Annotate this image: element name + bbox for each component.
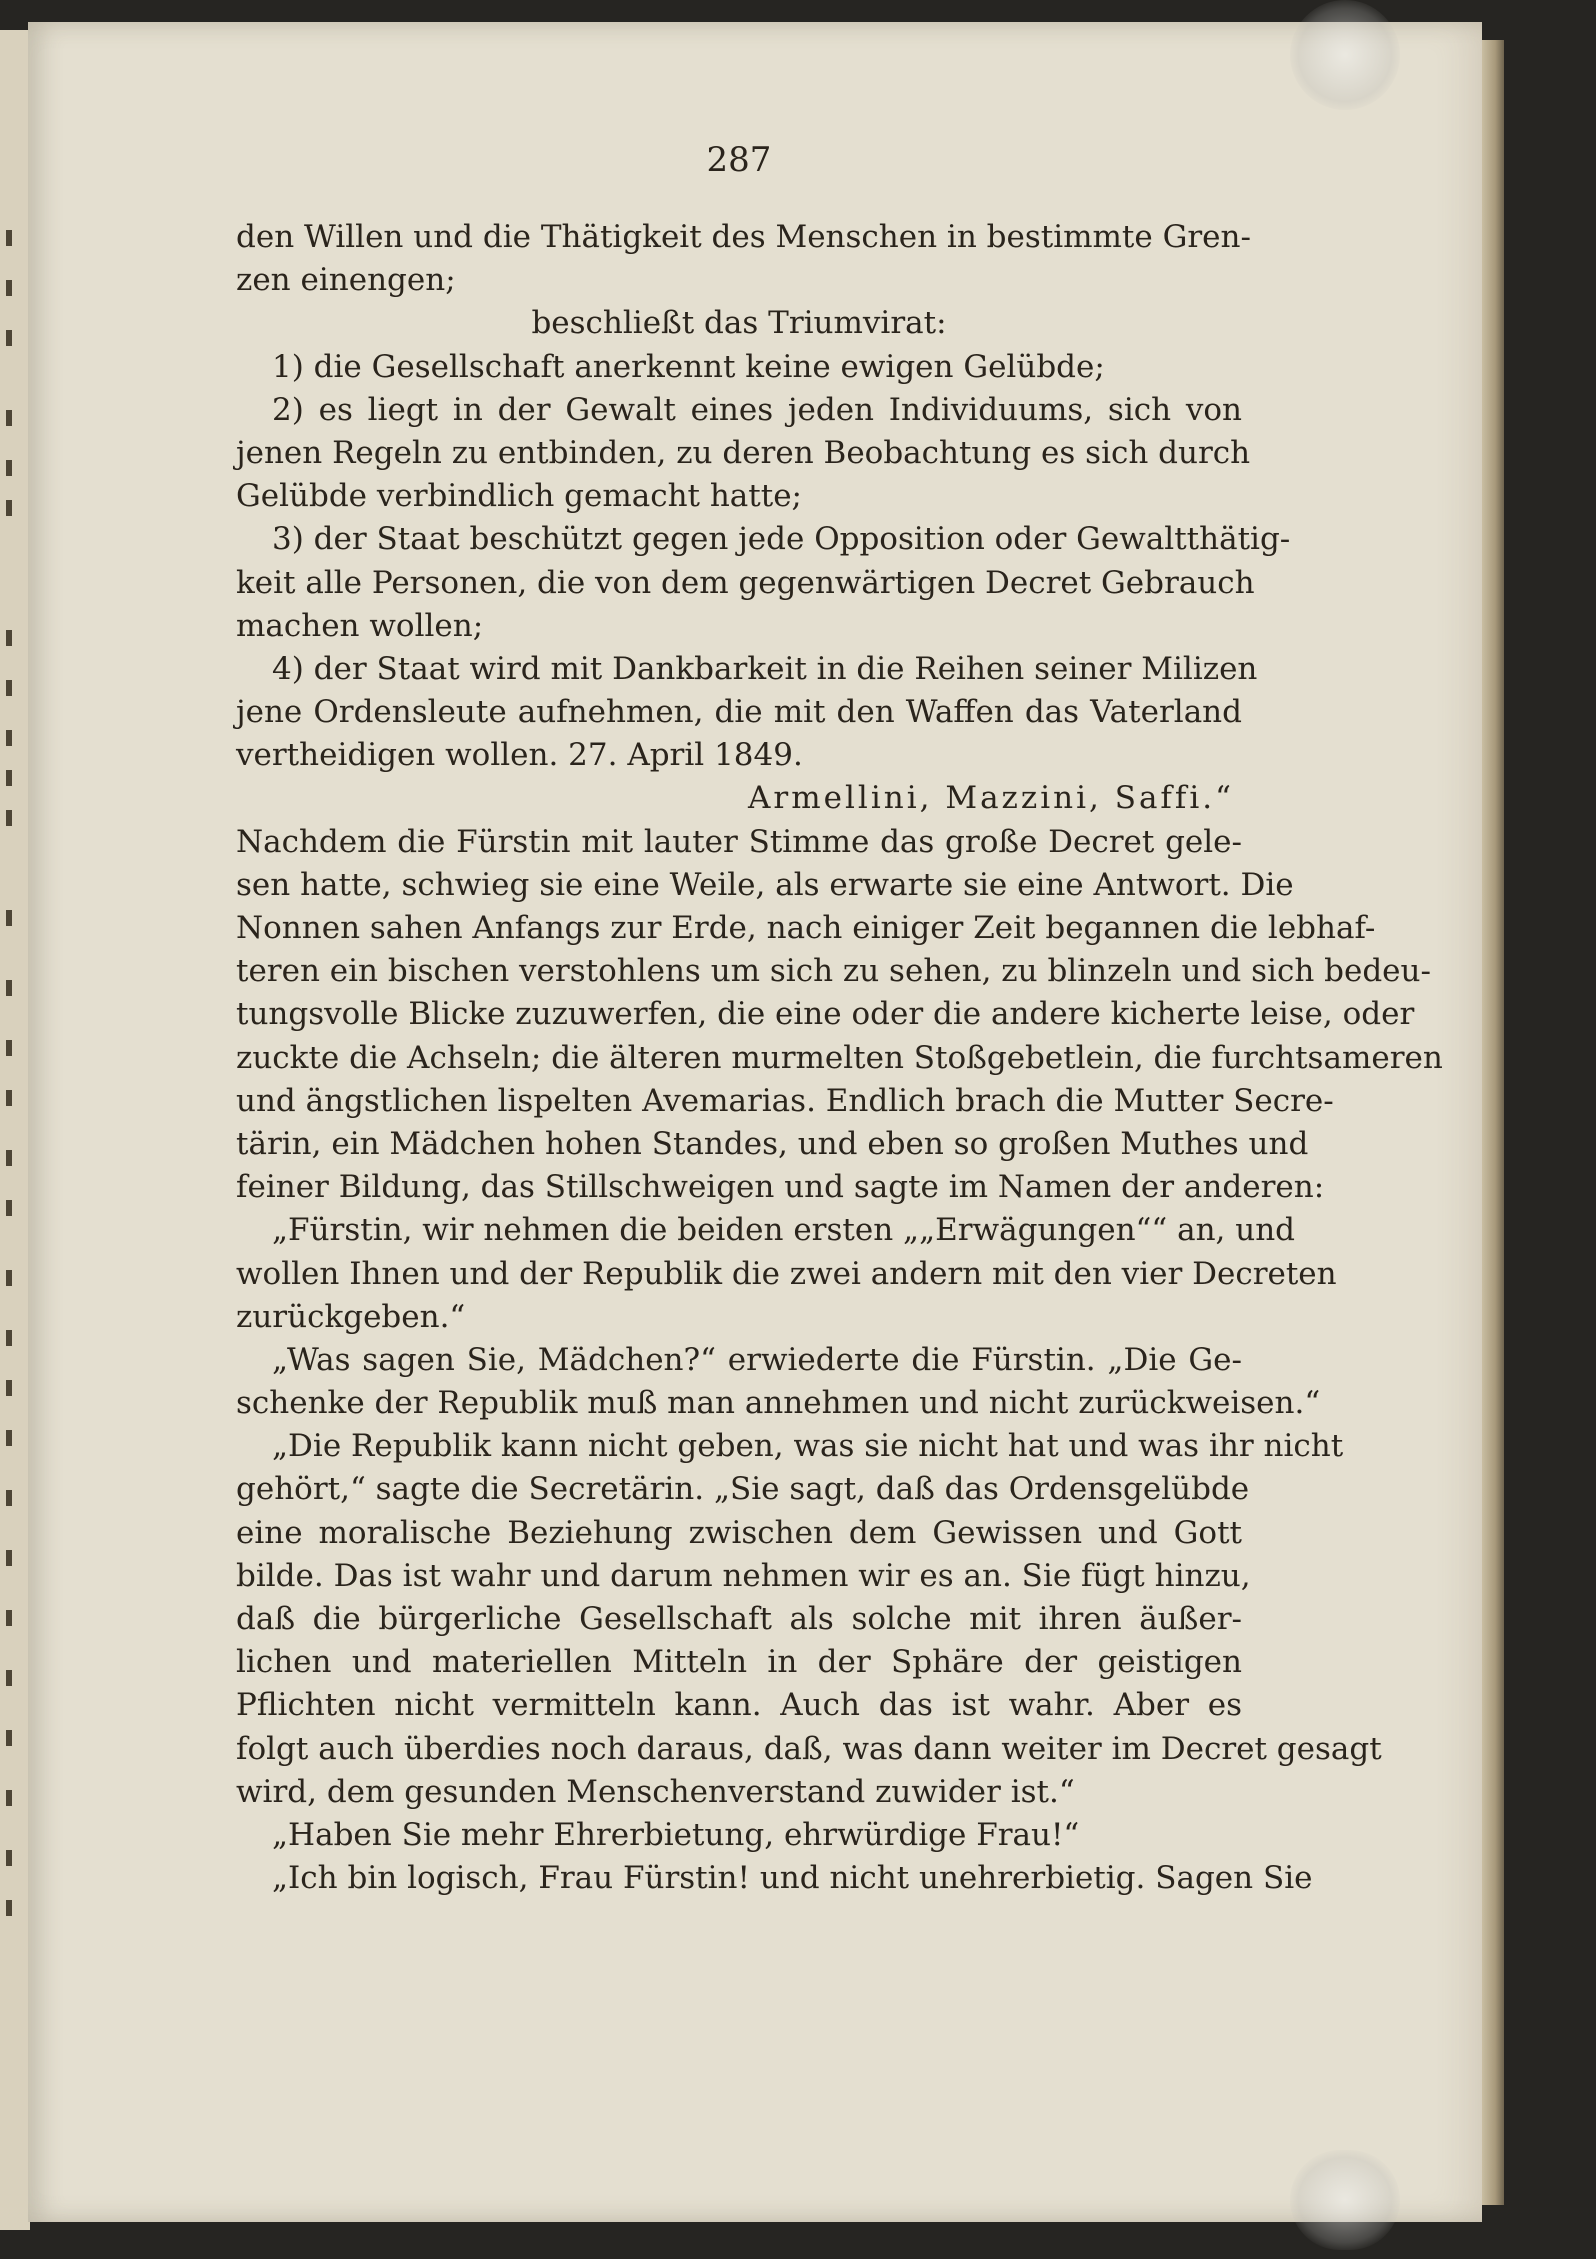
text-line: beschließt das Triumvirat: <box>531 305 947 342</box>
text-line: machen wollen; <box>236 607 484 644</box>
bleed-mark <box>6 1150 12 1166</box>
bleed-mark <box>6 330 12 346</box>
bleed-mark <box>6 1270 12 1286</box>
text-line: tärin, ein Mädchen hohen Standes, und eben so großen Muthes und <box>236 1125 1309 1162</box>
bleed-mark <box>6 980 12 996</box>
text-line: lichen und materiellen Mitteln in der Sphäre der geistigen <box>236 1644 1242 1681</box>
text-line: „Ich bin logisch, Frau Fürstin! und nicht unehrerbietig. Sagen Sie <box>272 1860 1313 1897</box>
text-line: teren ein bischen verstohlens um sich zu sehen, zu blinzeln und sich bedeu- <box>236 953 1431 990</box>
bleed-mark <box>6 1330 12 1346</box>
bleed-mark <box>6 1380 12 1396</box>
text-line: eine moralische Beziehung zwischen dem Gewissen und Gott <box>236 1514 1242 1551</box>
text-line: vertheidigen wollen. 27. April 1849. <box>236 737 803 774</box>
text-line: und ängstlichen lispelten Avemarias. Endlich brach die Mutter Secre- <box>236 1082 1334 1119</box>
text-line: sen hatte, schwieg sie eine Weile, als erwarte sie eine Antwort. Die <box>236 866 1294 903</box>
page-stack-edge <box>1482 40 1504 2205</box>
bleed-mark <box>6 460 12 476</box>
bleed-mark <box>6 1900 12 1916</box>
text-line: zurückgeben.“ <box>236 1298 466 1335</box>
bleed-mark <box>6 1550 12 1566</box>
bleed-mark <box>6 680 12 696</box>
text-line: jenen Regeln zu entbinden, zu deren Beobachtung es sich durch <box>236 434 1251 471</box>
text-line: 2) es liegt in der Gewalt eines jeden Individuums, sich von <box>272 391 1242 428</box>
previous-page-bleed-marks <box>2 30 28 2230</box>
bleed-mark <box>6 1610 12 1626</box>
bleed-mark <box>6 1430 12 1446</box>
text-line: „Was sagen Sie, Mädchen?“ erwiederte die Fürstin. „Die Ge- <box>272 1341 1242 1378</box>
text-line: gehört,“ sagte die Secretärin. „Sie sagt, daß das Ordensgelübde <box>236 1471 1250 1508</box>
bleed-mark <box>6 1200 12 1216</box>
text-line: daß die bürgerliche Gesellschaft als solche mit ihren äußer- <box>236 1601 1242 1637</box>
text-line: feiner Bildung, das Stillschweigen und sagte im Namen der anderen: <box>236 1169 1325 1206</box>
bleed-mark <box>6 500 12 516</box>
text-line: 3) der Staat beschützt gegen jede Opposition oder Gewaltthätig- <box>272 521 1291 558</box>
text-line: folgt auch überdies noch daraus, daß, was dann weiter im Decret gesagt <box>236 1730 1382 1767</box>
bleed-mark <box>6 630 12 646</box>
text-line: zen einengen; <box>236 262 456 299</box>
bleed-mark <box>6 730 12 746</box>
bleed-mark <box>6 1790 12 1806</box>
text-line: wollen Ihnen und der Republik die zwei andern mit den vier Decreten <box>236 1255 1337 1292</box>
text-lines <box>236 216 1443 1900</box>
text-line: jene Ordensleute aufnehmen, die mit den Waffen das Vaterland <box>236 694 1242 731</box>
text-line: „Die Republik kann nicht geben, was sie nicht hat und was ihr nicht <box>272 1428 1344 1465</box>
bleed-mark <box>6 1090 12 1106</box>
text-line: 1) die Gesellschaft anerkennt keine ewigen Gelübde; <box>272 348 1105 385</box>
bleed-mark <box>6 280 12 296</box>
page-number: 287 <box>706 140 772 180</box>
bleed-mark <box>6 1730 12 1746</box>
bleed-mark <box>6 910 12 926</box>
bleed-mark <box>6 1040 12 1056</box>
text-line: Armellini, Mazzini, Saffi.“ <box>748 780 1234 817</box>
bleed-mark <box>6 1490 12 1506</box>
text-line: „Haben Sie mehr Ehrerbietung, ehrwürdige Frau!“ <box>272 1816 1080 1853</box>
glass-clip-bottom <box>1290 2150 1400 2250</box>
text-line: den Willen und die Thätigkeit des Menschen in bestimmte Gren- <box>236 219 1251 255</box>
bleed-mark <box>6 1670 12 1686</box>
bleed-mark <box>6 810 12 826</box>
glass-clip-top <box>1290 0 1400 110</box>
text-line: tungsvolle Blicke zuzuwerfen, die eine oder die andere kicherte leise, oder <box>236 996 1415 1033</box>
text-line: zuckte die Achseln; die älteren murmelten Stoßgebetlein, die furchtsameren <box>236 1039 1443 1076</box>
bleed-mark <box>6 770 12 786</box>
text-line: Gelübde verbindlich gemacht hatte; <box>236 478 802 515</box>
text-line: schenke der Republik muß man annehmen und nicht zurückweisen.“ <box>236 1385 1321 1422</box>
text-line: 4) der Staat wird mit Dankbarkeit in die Reihen seiner Milizen <box>272 650 1258 687</box>
text-line: bilde. Das ist wahr und darum nehmen wir es an. Sie fügt hinzu, <box>236 1557 1251 1594</box>
bleed-mark <box>6 230 12 246</box>
text-line: keit alle Personen, die von dem gegenwärtigen Decret Gebrauch <box>236 564 1255 601</box>
text-line: wird, dem gesunden Menschenverstand zuwider ist.“ <box>236 1773 1075 1810</box>
text-line: Nonnen sahen Anfangs zur Erde, nach einiger Zeit begannen die lebhaf- <box>236 910 1376 946</box>
text-line: Pflichten nicht vermitteln kann. Auch das ist wahr. Aber es <box>236 1687 1242 1724</box>
text-line: Nachdem die Fürstin mit lauter Stimme das große Decret gele- <box>236 823 1242 860</box>
bleed-mark <box>6 1850 12 1866</box>
bleed-mark <box>6 410 12 426</box>
text-line: „Fürstin, wir nehmen die beiden ersten „„Erwägungen““ an, und <box>272 1212 1296 1249</box>
previous-page-edge <box>0 30 30 2230</box>
